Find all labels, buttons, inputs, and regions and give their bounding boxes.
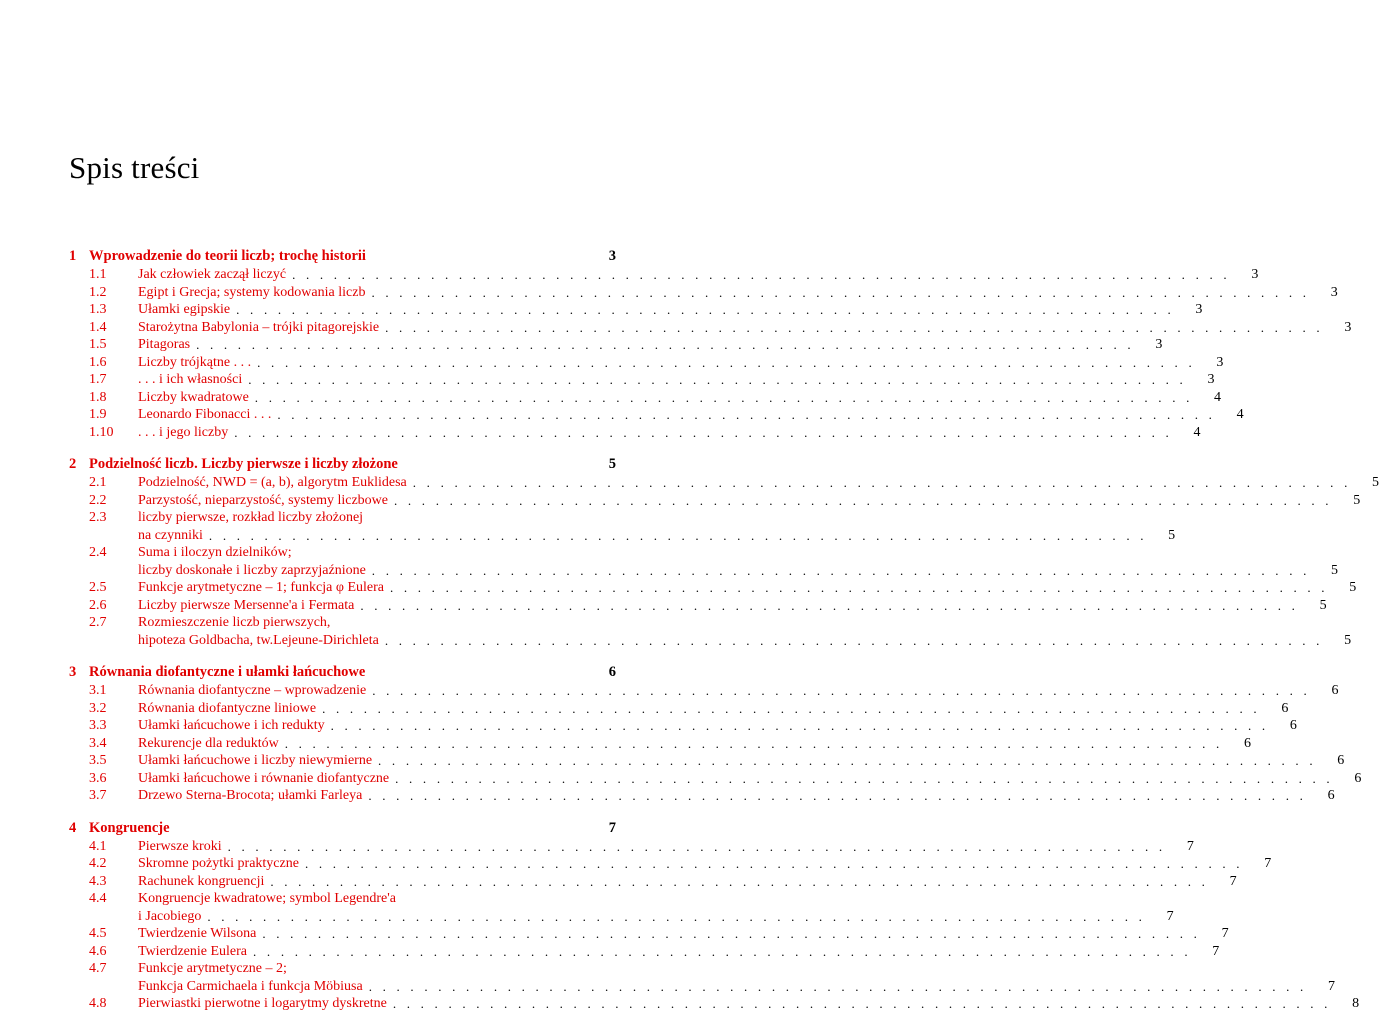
entry-title-link[interactable]: Pierwiastki pierwotne i logarytmy dyskretne [138,996,387,1011]
entry-title-continuation[interactable]: na czynniki [138,527,203,543]
entry-title-link[interactable]: Kongruencje kwadratowe; symbol Legendre'a [138,891,396,906]
toc-entry[interactable] [69,301,1203,319]
toc-entry-continuation[interactable] [69,562,1339,580]
entry-number[interactable]: 3.1 [89,683,107,698]
entry-number[interactable]: 1.5 [89,337,107,352]
toc-entry[interactable] [69,284,1338,302]
dot-leader: . . . . . . . . . . . . . . . . . . . . . . . . . . . . . . . . . . . . . . . . . . . . . . . . . . . . . . . . . . . . . . . . . . . . [395,770,1334,786]
entry-page-number: 6 [1289,718,1297,733]
entry-number[interactable]: 1.2 [89,284,107,300]
entry-number[interactable]: 2.4 [89,545,107,560]
toc-entry[interactable] [69,492,1361,510]
entry-page-number: 3 [1207,372,1215,387]
section-title-link[interactable]: Podzielność liczb. Liczby pierwsze i liczby złożone [89,456,398,472]
entry-number[interactable]: 4.8 [89,996,107,1011]
entry-title-link[interactable]: Równania diofantyczne liniowe [138,700,317,716]
entry-number[interactable]: 3.5 [89,753,107,768]
entry-title-link[interactable]: Liczby pierwsze Mersenne'a i Fermata [138,597,355,613]
toc-entry[interactable] [69,354,1224,372]
toc-section [69,818,1360,1013]
dot-leader: . . . . . . . . . . . . . . . . . . . . . . . . . . . . . . . . . . . . . . . . . . . . . . . . . . . . . . . . . . . . . . . . . . . . [248,372,1187,387]
entry-title-link[interactable]: Ułamki łańcuchowe i równanie diofantyczne [138,770,390,786]
dot-leader: . . . . . . . . . . . . . . . . . . . . . . . . . . . . . . . . . . . . . . . . . . . . . . . . . . . . . . . . . . . . . . . . . . . . [384,632,1324,648]
entry-number[interactable]: 2.7 [89,615,107,630]
entry-title-link[interactable]: Pierwsze kroki [138,838,222,854]
entry-title-link[interactable]: Ułamki łańcuchowe i ich redukty [138,718,325,733]
dot-leader: . . . . . . . . . . . . . . . . . . . . . . . . . . . . . . . . . . . . . . . . . . . . . . . . . . . . . . . . . . . . . . . . . . . . [254,389,1194,405]
toc-entry[interactable] [69,509,616,527]
section-page-number: 7 [608,819,616,836]
dot-leader: . . . . . . . . . . . . . . . . . . . . . . . . . . . . . . . . . . . . . . . . . . . . . . . . . . . . . . . . . . . . . . . . . . . . [360,597,1299,613]
entry-number[interactable]: 4.2 [89,856,107,871]
toc-entry[interactable] [69,389,1222,407]
dot-leader: . . . . . . . . . . . . . . . . . . . . . . . . . . . . . . . . . . . . . . . . . . . . . . . . . . . . . . . . . . . . . . . . . . . . [207,908,1146,924]
entry-title-link[interactable]: Ułamki łańcuchowe i liczby niewymierne [138,753,373,768]
section-title-link[interactable]: Równania diofantyczne i ułamki łańcuchowe [89,664,366,680]
table-of-contents [69,246,1379,1026]
entry-page-number: 7 [1327,978,1335,994]
dot-leader: . . . . . . . . . . . . . . . . . . . . . . . . . . . . . . . . . . . . . . . . . . . . . . . . . . . . . . . . . . . . . . . . . . . . [270,873,1209,889]
entry-number[interactable]: 2.5 [89,580,107,595]
entry-title-continuation[interactable]: hipoteza Goldbacha, tw.Lejeune-Dirichleta [138,632,379,648]
entry-title-link[interactable]: Skromne pożytki praktyczne [138,856,299,871]
entry-number[interactable]: 4.4 [89,891,107,906]
entry-title-continuation[interactable]: Funkcja Carmichaela i funkcja Möbiusa [138,978,363,994]
dot-leader: . . . . . . . . . . . . . . . . . . . . . . . . . . . . . . . . . . . . . . . . . . . . . . . . . . . . . . . . . . . . . . . . . . . . [227,838,1166,854]
toc-section-heading[interactable] [69,246,616,266]
entry-title-link[interactable]: Ułamki egipskie [138,302,231,317]
section-title-link[interactable]: Wprowadzenie do teorii liczb; trochę historii [89,248,366,264]
toc-entry[interactable] [69,682,1339,700]
entry-number[interactable]: 1.7 [89,372,107,387]
dot-leader: . . . . . . . . . . . . . . . . . . . . . . . . . . . . . . . . . . . . . . . . . . . . . . . . . . . . . . . . . . . . . . . . . . . . [304,856,1244,871]
entry-title-link[interactable]: Rachunek kongruencji [138,873,265,889]
toc-entry[interactable] [69,406,1244,424]
entry-page-number: 5 [1344,632,1352,648]
entry-number[interactable]: 1.1 [89,267,107,282]
toc-entry[interactable] [69,424,1201,442]
toc-section-heading[interactable] [69,818,616,838]
toc-entry[interactable] [69,579,1357,597]
entry-page-number: 5 [1353,492,1361,508]
entry-page-number: 3 [1344,319,1352,335]
toc-entry[interactable] [69,371,1215,389]
entry-number[interactable]: 4.5 [89,926,107,941]
entry-title-link[interactable]: . . . i ich własności [138,372,243,387]
section-number[interactable]: 4 [69,819,77,836]
entry-page-number: 5 [1168,527,1176,543]
entry-title-link[interactable]: Funkcje arytmetyczne – 1; funkcja φ Eulera [138,580,384,595]
dot-leader: . . . . . . . . . . . . . . . . . . . . . . . . . . . . . . . . . . . . . . . . . . . . . . . . . . . . . . . . . . . . . . . . . . . . [389,580,1329,595]
dot-leader: . . . . . . . . . . . . . . . . . . . . . . . . . . . . . . . . . . . . . . . . . . . . . . . . . . . . . . . . . . . . . . . . . . . . [385,319,1324,335]
dot-leader: . . . . . . . . . . . . . . . . . . . . . . . . . . . . . . . . . . . . . . . . . . . . . . . . . . . . . . . . . . . . . . . . . . . . [234,424,1173,440]
entry-number[interactable]: 1.3 [89,302,107,317]
toc-entry[interactable] [69,474,1379,492]
dot-leader: . . . . . . . . . . . . . . . . . . . . . . . . . . . . . . . . . . . . . . . . . . . . . . . . . . . . . . . . . . . . . . . . . . . . [208,527,1148,543]
toc-section [69,246,1352,441]
entry-number[interactable]: 4.6 [89,943,107,959]
entry-page-number: 5 [1349,580,1357,595]
entry-title-link[interactable]: Równania diofantyczne – wprowadzenie [138,683,367,698]
toc-entry[interactable] [69,838,1194,856]
toc-section-heading[interactable] [69,662,616,682]
toc-entry[interactable] [69,925,1229,943]
entry-number[interactable]: 1.9 [89,407,107,422]
entry-title-link[interactable]: Rozmieszczenie liczb pierwszych, [138,615,331,630]
entry-title-link[interactable]: Pitagoras [138,337,191,352]
dot-leader: . . . . . . . . . . . . . . . . . . . . . . . . . . . . . . . . . . . . . . . . . . . . . . . . . . . . . . . . . . . . . . . . . . . . [371,284,1310,300]
entry-page-number: 7 [1221,926,1229,941]
entry-title-continuation[interactable]: liczby doskonałe i liczby zaprzyjaźnione [138,562,366,578]
entry-page-number: 7 [1264,856,1272,871]
entry-number[interactable]: 4.1 [89,838,107,854]
toc-entry[interactable] [69,336,1163,354]
entry-page-number: 3 [1216,354,1224,370]
section-number[interactable]: 2 [69,456,77,472]
dot-leader: . . . . . . . . . . . . . . . . . . . . . . . . . . . . . . . . . . . . . . . . . . . . . . . . . . . . . . . . . . . . . . . . . . . . [257,354,1196,370]
entry-page-number: 4 [1214,389,1222,405]
entry-number[interactable]: 3.2 [89,700,107,716]
entry-page-number: 7 [1229,873,1237,889]
entry-title-continuation[interactable]: i Jacobiego [138,908,202,924]
entry-page-number: 6 [1354,770,1362,786]
entry-page-number: 5 [1331,562,1339,578]
toc-section [69,662,1362,805]
entry-number[interactable]: 4.7 [89,961,107,976]
dot-leader: . . . . . . . . . . . . . . . . . . . . . . . . . . . . . . . . . . . . . . . . . . . . . . . . . . . . . . . . . . . . . . . . . . . . [292,267,1231,282]
entry-number[interactable]: 1.4 [89,319,107,335]
entry-title-link[interactable]: Suma i iloczyn dzielników; [138,545,292,560]
entry-title-link[interactable]: Drzewo Sterna-Brocota; ułamki Farleya [138,788,363,803]
entry-title-link[interactable]: . . . i jego liczby [138,424,229,440]
entry-number[interactable]: 1.8 [89,389,107,405]
entry-page-number: 7 [1186,838,1194,854]
entry-page-number: 7 [1212,943,1220,959]
toc-entry-continuation[interactable] [69,908,1174,926]
toc-entry[interactable] [69,614,616,632]
entry-page-number: 6 [1243,735,1251,751]
dot-leader: . . . . . . . . . . . . . . . . . . . . . . . . . . . . . . . . . . . . . . . . . . . . . . . . . . . . . . . . . . . . . . . . . . . . [330,718,1269,733]
entry-title-link[interactable]: Podzielność, NWD = (a, b), algorytm Euklidesa [138,475,407,490]
entry-title-link[interactable]: Rekurencje dla reduktów [138,735,279,751]
entry-title-link[interactable]: Starożytna Babylonia – trójki pitagorejskie [138,319,380,335]
entry-number[interactable]: 4.3 [89,873,107,889]
entry-page-number: 3 [1251,267,1259,282]
entry-page-number: 6 [1331,683,1339,698]
toc-entry[interactable] [69,266,1259,284]
toc-entry[interactable] [69,787,1335,805]
entry-number[interactable]: 3.7 [89,788,107,803]
toc-entry-continuation[interactable] [69,527,1176,545]
toc-entry[interactable] [69,319,1352,337]
entry-number[interactable]: 3.6 [89,770,107,786]
entry-number[interactable]: 2.2 [89,492,107,508]
entry-page-number: 4 [1193,424,1201,440]
dot-leader: . . . . . . . . . . . . . . . . . . . . . . . . . . . . . . . . . . . . . . . . . . . . . . . . . . . . . . . . . . . . . . . . . . . . [262,926,1201,941]
entry-page-number: 8 [1352,996,1360,1011]
toc-entry[interactable] [69,770,1362,788]
entry-page-number: 5 [1319,597,1327,613]
entry-title-link[interactable]: Jak człowiek zaczął liczyć [138,267,287,282]
entry-title-link[interactable]: Twierdzenie Eulera [138,943,248,959]
toc-entry-continuation[interactable] [69,978,1335,996]
section-number[interactable]: 1 [69,248,77,264]
entry-title-link[interactable]: Liczby trójkątne . . . [138,354,252,370]
entry-title-link[interactable]: Funkcje arytmetyczne – 2; [138,961,287,976]
entry-page-number: 3 [1155,337,1163,352]
entry-number[interactable]: 2.1 [89,475,107,490]
dot-leader: . . . . . . . . . . . . . . . . . . . . . . . . . . . . . . . . . . . . . . . . . . . . . . . . . . . . . . . . . . . . . . . . . . . . [394,492,1333,508]
entry-page-number: 4 [1236,407,1244,422]
section-page-number: 5 [608,456,616,472]
entry-title-link[interactable]: Liczby kwadratowe [138,389,249,405]
toc-entry[interactable] [69,855,1272,873]
dot-leader: . . . . . . . . . . . . . . . . . . . . . . . . . . . . . . . . . . . . . . . . . . . . . . . . . . . . . . . . . . . . . . . . . . . . [378,753,1317,768]
dot-leader: . . . . . . . . . . . . . . . . . . . . . . . . . . . . . . . . . . . . . . . . . . . . . . . . . . . . . . . . . . . . . . . . . . . . [196,337,1135,352]
toc-entry[interactable] [69,717,1297,735]
toc-entry[interactable] [69,943,1220,961]
entry-number[interactable]: 2.6 [89,597,107,613]
entry-number[interactable]: 3.4 [89,735,107,751]
entry-number[interactable]: 1.10 [89,424,114,440]
toc-entry[interactable] [69,995,1360,1013]
dot-leader: . . . . . . . . . . . . . . . . . . . . . . . . . . . . . . . . . . . . . . . . . . . . . . . . . . . . . . . . . . . . . . . . . . . . [392,996,1332,1011]
toc-entry[interactable] [69,960,616,978]
toc-entry[interactable] [69,544,616,562]
dot-leader: . . . . . . . . . . . . . . . . . . . . . . . . . . . . . . . . . . . . . . . . . . . . . . . . . . . . . . . . . . . . . . . . . . . . [322,700,1261,716]
toc-entry[interactable] [69,700,1289,718]
entry-title-link[interactable]: Parzystość, nieparzystość, systemy liczbowe [138,492,388,508]
entry-number[interactable]: 1.6 [89,354,107,370]
entry-title-link[interactable]: Twierdzenie Wilsona [138,926,257,941]
dot-leader: . . . . . . . . . . . . . . . . . . . . . . . . . . . . . . . . . . . . . . . . . . . . . . . . . . . . . . . . . . . . . . . . . . . . [371,562,1311,578]
entry-page-number: 5 [1372,475,1379,490]
entry-title-link[interactable]: liczby pierwsze, rozkład liczby złożonej [138,510,364,525]
entry-title-link[interactable]: Leonardo Fibonacci . . . [138,407,272,422]
section-title-link[interactable]: Kongruencje [89,819,170,836]
toc-section [69,454,1379,649]
dot-leader: . . . . . . . . . . . . . . . . . . . . . . . . . . . . . . . . . . . . . . . . . . . . . . . . . . . . . . . . . . . . . . . . . . . . [372,683,1311,698]
entry-page-number: 6 [1337,753,1345,768]
entry-page-number: 3 [1330,284,1338,300]
dot-leader: . . . . . . . . . . . . . . . . . . . . . . . . . . . . . . . . . . . . . . . . . . . . . . . . . . . . . . . . . . . . . . . . . . . . [368,788,1307,803]
toc-entry-continuation[interactable] [69,632,1352,650]
section-page-number: 3 [608,248,616,264]
toc-entry[interactable] [69,597,1327,615]
entry-number[interactable]: 2.3 [89,510,107,525]
dot-leader: . . . . . . . . . . . . . . . . . . . . . . . . . . . . . . . . . . . . . . . . . . . . . . . . . . . . . . . . . . . . . . . . . . . . [284,735,1223,751]
entry-page-number: 3 [1195,302,1203,317]
section-page-number: 6 [608,664,616,680]
dot-leader: . . . . . . . . . . . . . . . . . . . . . . . . . . . . . . . . . . . . . . . . . . . . . . . . . . . . . . . . . . . . . . . . . . . . [236,302,1175,317]
dot-leader: . . . . . . . . . . . . . . . . . . . . . . . . . . . . . . . . . . . . . . . . . . . . . . . . . . . . . . . . . . . . . . . . . . . . [253,943,1192,959]
toc-section-heading[interactable] [69,454,616,474]
page-title: Spis treści [69,150,200,185]
entry-page-number: 6 [1281,700,1289,716]
entry-title-link[interactable]: Egipt i Grecja; systemy kodowania liczb [138,284,366,300]
dot-leader: . . . . . . . . . . . . . . . . . . . . . . . . . . . . . . . . . . . . . . . . . . . . . . . . . . . . . . . . . . . . . . . . . . . . [277,407,1216,422]
entry-number[interactable]: 3.3 [89,718,107,733]
dot-leader: . . . . . . . . . . . . . . . . . . . . . . . . . . . . . . . . . . . . . . . . . . . . . . . . . . . . . . . . . . . . . . . . . . . . [412,475,1352,490]
toc-entry[interactable] [69,735,1251,753]
entry-page-number: 6 [1327,788,1335,803]
section-number[interactable]: 3 [69,664,77,680]
toc-entry[interactable] [69,752,1345,770]
entry-page-number: 7 [1166,908,1174,924]
toc-entry[interactable] [69,890,616,908]
toc-entry[interactable] [69,873,1237,891]
dot-leader: . . . . . . . . . . . . . . . . . . . . . . . . . . . . . . . . . . . . . . . . . . . . . . . . . . . . . . . . . . . . . . . . . . . . [368,978,1307,994]
